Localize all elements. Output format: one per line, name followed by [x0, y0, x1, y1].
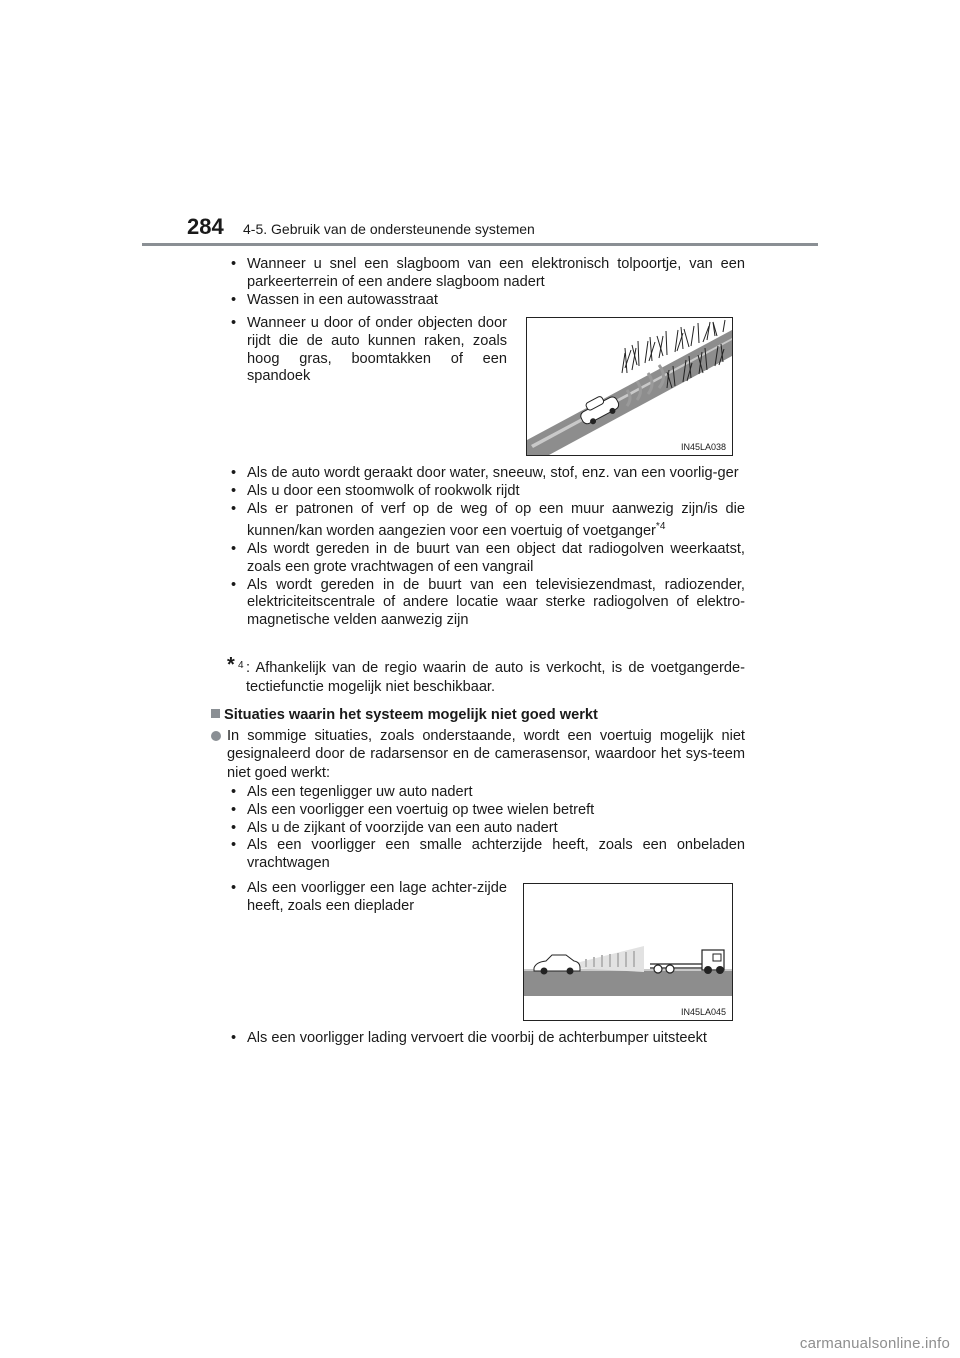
bullet-with-figure-1: [227, 315, 507, 386]
car-through-grass-icon: [527, 318, 732, 455]
square-bullet-icon: [211, 709, 220, 718]
bullet-list-middle: [227, 465, 745, 630]
list-item: • Als wordt gereden in de buurt van een object dat radiogolven weerkaatst, zoals een grote vrachtwagen of een vangrail: [227, 541, 745, 577]
figure-2: [523, 883, 733, 1021]
bullet-list-lower: [227, 784, 745, 873]
page-number: 284: [187, 214, 224, 239]
list-item: • Als de auto wordt geraakt door water, sneeuw, stof, enz. van een voorlig-ger: [227, 465, 745, 483]
footnote-text: : Afhankelijk van de regio waarin de auto is verkocht, is de voetgangerde-tectiefunctie mogelijk niet beschikbaar.: [246, 660, 745, 695]
bullet-list-top: [227, 256, 745, 309]
list-item: • Wassen in een autowasstraat: [227, 292, 745, 310]
list-item: • Wanneer u snel een slagboom van een elektronisch tolpoortje, van een parkeerterrein of een andere slagboom nadert: [227, 256, 745, 292]
circle-paragraph-text: In sommige situaties, zoals onderstaande, wordt een voertuig mogelijk niet gesignaleerd door de radarsensor en de camerasensor, waardoor het sys-teem niet goed werkt:: [227, 728, 745, 781]
list-item: [227, 501, 745, 541]
figure-1-label: IN45LA038: [680, 442, 726, 452]
watermark: carmanualsonline.info: [799, 1335, 950, 1352]
bullet-with-figure-2: [227, 880, 507, 916]
car-behind-trailer-icon: [524, 884, 732, 1020]
section-heading: [211, 707, 598, 723]
list-item-text: Als er patronen of verf op de weg of op een muur aanwezig zijn/is die kunnen/kan worden aangezien voor een voertuig of voetganger: [247, 500, 745, 540]
circle-paragraph: [227, 727, 745, 782]
list-item: • Als een voorligger een lage achter-zijde heeft, zoals een dieplader: [227, 880, 507, 916]
list-item: • Wanneer u door of onder objecten door rijdt die de auto kunnen raken, zoals hoog gras, boomtakken of een spandoek: [227, 315, 507, 386]
footnote: [227, 654, 745, 697]
figure-1: [526, 317, 733, 456]
list-item: • Als u door een stoomwolk of rookwolk rijdt: [227, 483, 745, 501]
footnote-reference: *4: [655, 521, 666, 533]
circle-bullet-icon: [211, 731, 221, 741]
header-divider: [142, 243, 818, 246]
footnote-mark: *: [227, 654, 235, 676]
list-item: • Als wordt gereden in de buurt van een televisiezendmast, radiozender, elektriciteitscentrale of andere locatie waar sterke radiogolven of elektro-magnetische velden aanwezig zijn: [227, 577, 745, 630]
figure-2-label: IN45LA045: [680, 1007, 726, 1017]
list-item: • Als een voorligger een voertuig op twee wielen betreft: [227, 802, 745, 820]
list-item: • Als u de zijkant of voorzijde van een auto nadert: [227, 820, 745, 838]
list-item: • Als een voorligger lading vervoert die voorbij de achterbumper uitsteekt: [227, 1030, 745, 1048]
list-item: • Als een voorligger een smalle achterzijde heeft, zoals een onbeladen vrachtwagen: [227, 837, 745, 873]
footnote-number: 4: [238, 660, 244, 671]
section-title: 4-5. Gebruik van de ondersteunende systemen: [243, 221, 535, 237]
list-item: • Als een tegenligger uw auto nadert: [227, 784, 745, 802]
bullet-list-last: [227, 1030, 745, 1048]
section-heading-text: Situaties waarin het systeem mogelijk niet goed werkt: [224, 707, 598, 723]
